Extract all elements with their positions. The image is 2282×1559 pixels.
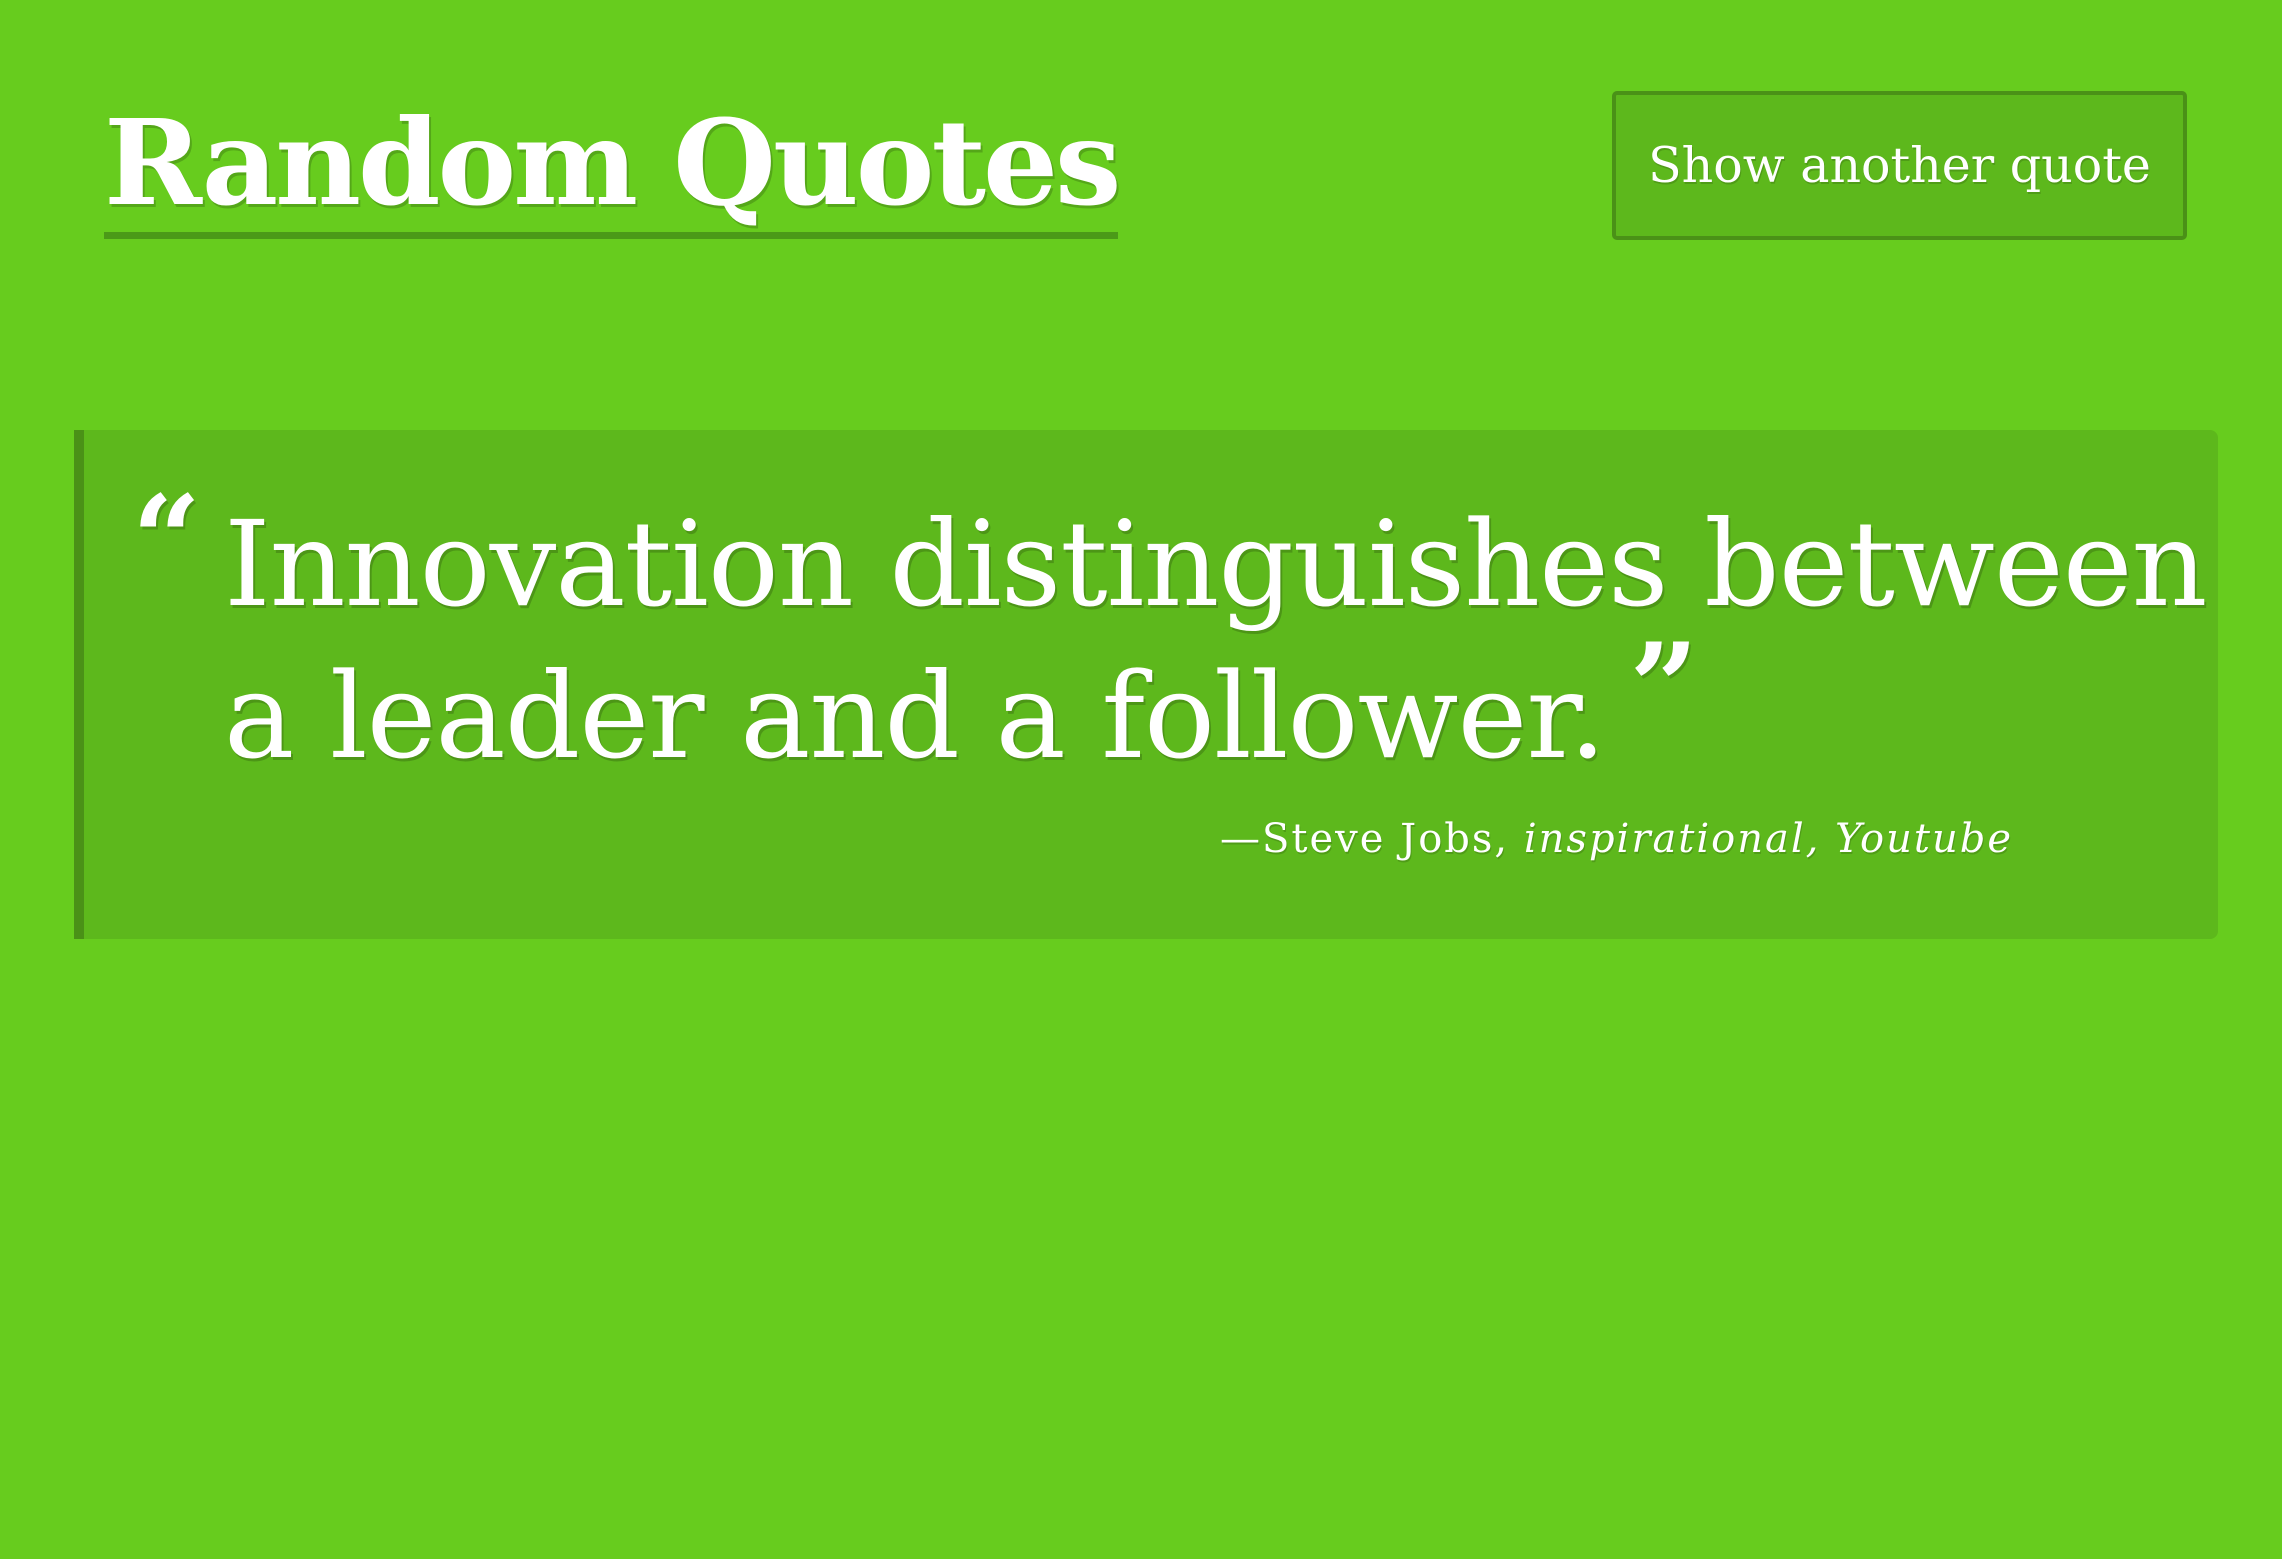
attribution-dash: — [1220, 816, 1263, 862]
quote-text: Innovation distinguishes between a leader and a follower. [224, 495, 2207, 785]
page-title: Random Quotes [104, 104, 1118, 239]
open-quote-icon: “ [132, 469, 202, 610]
attribution [1220, 816, 2013, 862]
quote-author: Steve Jobs [1262, 816, 1495, 862]
tag-separator: , [1805, 816, 1821, 862]
quote-card [74, 430, 2218, 939]
close-quote-icon: ” [1629, 617, 1698, 758]
attribution-separator: , [1494, 816, 1510, 862]
quote-tags: inspirational [1523, 816, 1806, 862]
show-another-quote-button[interactable]: Show another quote [1612, 91, 2187, 240]
quote-text-block [224, 488, 2214, 792]
quote-source: Youtube [1835, 816, 2013, 862]
